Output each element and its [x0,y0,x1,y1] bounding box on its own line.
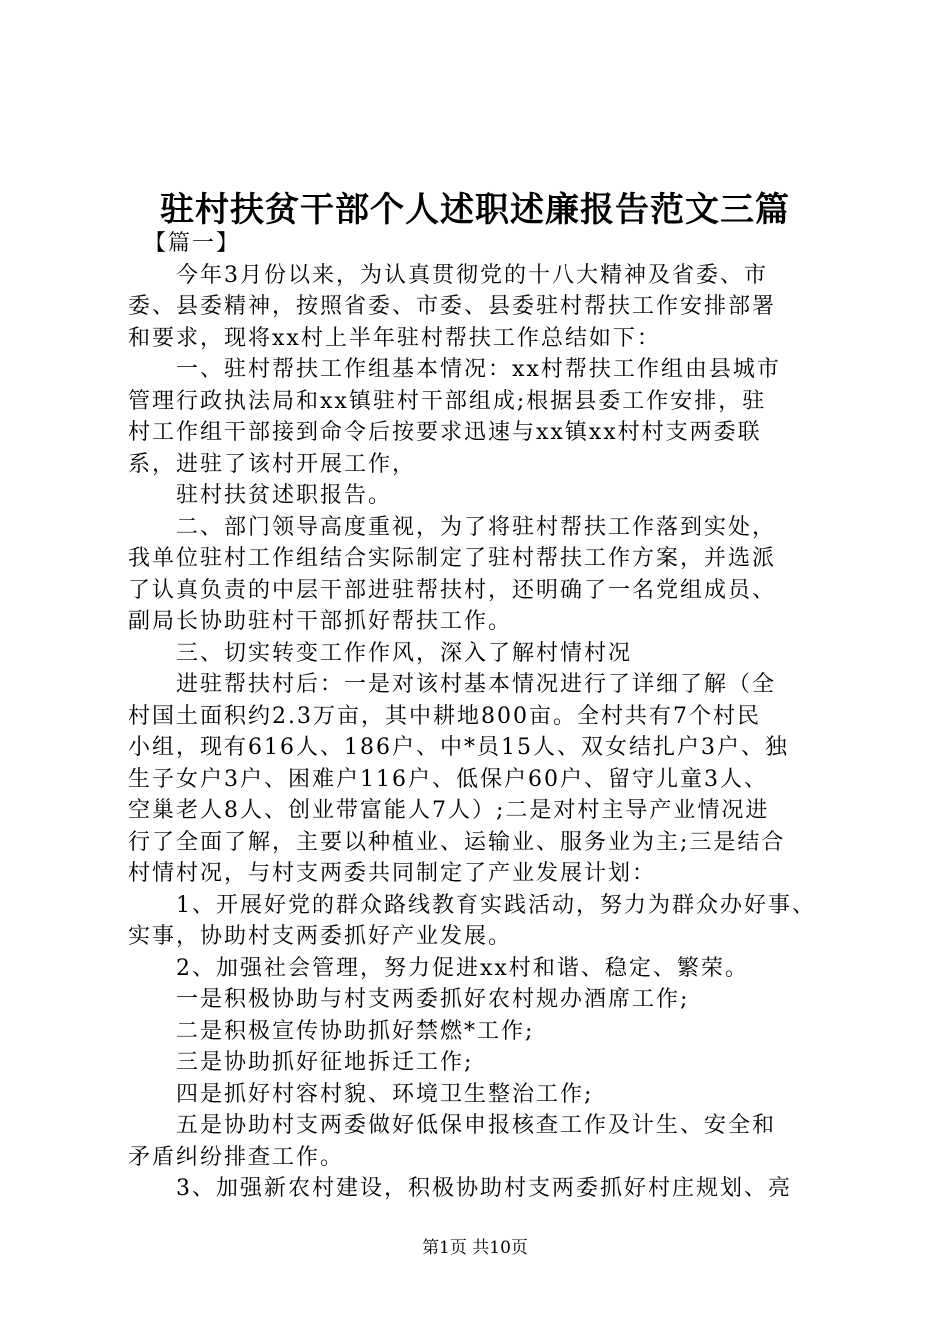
paragraph-line: 行了全面了解，主要以种植业、运输业、服务业为主;三是结合 [128,829,786,855]
paragraph-line: 村国土面积约2.3万亩，其中耕地800亩。全村共有7个村民 [128,703,761,729]
paragraph-line: 委、县委精神，按照省委、市委、县委驻村帮扶工作安排部署 [128,294,777,319]
paragraph-line: 了认真负责的中层干部进驻帮扶村，还明确了一名党组成员、 [128,577,777,603]
paragraph-line: 1、开展好党的群众路线教育实践活动，努力为群众办好事、 [176,892,816,918]
paragraph-line: 我单位驻村工作组结合实际制定了驻村帮扶工作方案，并选派 [128,546,777,571]
paragraph-line: 一、驻村帮扶工作组基本情况：xx村帮扶工作组由县城市 [176,357,781,382]
section-heading: 【篇一】 [144,231,241,256]
paragraph-line: 3、加强新农村建设，积极协助村支两委抓好村庄规划、亮 [176,1176,792,1201]
paragraph-line: 生子女户3户、困难户116户、低保户60户、留守儿童3人、 [128,766,768,792]
paragraph-line: 驻村扶贫述职报告。 [176,483,393,508]
paragraph-line: 今年3月份以来，为认真贯彻党的十八大精神及省委、市 [176,262,768,288]
document-title: 驻村扶贫干部个人述职述廉报告范文三篇 [160,190,790,230]
paragraph-line: 三、切实转变工作作风，深入了解村情村况 [176,640,633,666]
paragraph-line: 2、加强社会管理，努力促进xx村和谐、稳定、繁荣。 [176,955,749,981]
paragraph-line: 二是积极宣传协助抓好禁燃*工作; [176,1018,535,1044]
paragraph-line: 四是抓好村容村貌、环境卫生整治工作; [176,1081,594,1107]
page-number-footer: 第1页 共10页 [422,1238,528,1258]
paragraph-line: 小组，现有616人、186户、中*员15人、双女结扎户3户、独 [128,735,789,760]
paragraph-line: 村情村况，与村支两委共同制定了产业发展计划： [128,861,657,886]
document-body [128,228,834,1205]
paragraph-line: 系，进驻了该村开展工作， [128,451,417,477]
paragraph-line: 副局长协助驻村干部抓好帮扶工作。 [128,609,513,634]
paragraph-line: 三是协助抓好征地拆迁工作; [176,1050,474,1075]
paragraph-line: 空巢老人8人、创业带富能人7人）;二是对村主导产业情况进 [128,798,770,823]
paragraph-line: 五是协助村支两委做好低保申报核查工作及计生、安全和 [176,1113,777,1138]
paragraph-line: 管理行政执法局和xx镇驻村干部组成;根据县委工作安排，驻 [128,388,767,414]
paragraph-line: 矛盾纠纷排查工作。 [128,1144,345,1170]
paragraph-line: 进驻帮扶村后：一是对该村基本情况进行了详细了解（全 [176,672,777,697]
paragraph-line: 实事，协助村支两委抓好产业发展。 [128,924,513,949]
paragraph-line: 一是积极协助与村支两委抓好农村规办酒席工作; [176,987,690,1012]
paragraph-line: 村工作组干部接到命令后按要求迅速与xx镇xx村村支两委联 [128,420,762,445]
paragraph-line: 二、部门领导高度重视，为了将驻村帮扶工作落到实处， [176,514,777,540]
paragraph-line: 和要求，现将xx村上半年驻村帮扶工作总结如下： [128,325,661,351]
